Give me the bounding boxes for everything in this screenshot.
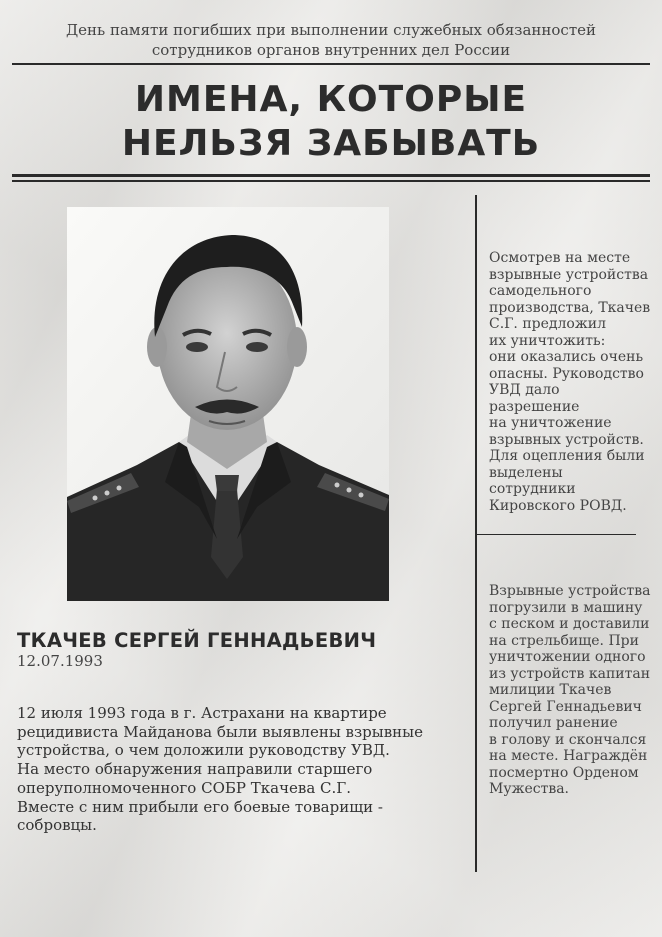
- story-line: На место обнаружения направили старшего: [17, 760, 373, 779]
- sidebar-line: сотрудники: [489, 481, 576, 497]
- sidebar-line: погрузили в машину: [489, 599, 643, 616]
- story-line: собровцы.: [17, 816, 97, 835]
- death-date: 12.07.1993: [17, 652, 103, 670]
- sidebar-line: взрывных устройств.: [489, 431, 644, 448]
- title-line-2: НЕЛЬЗЯ ЗАБЫВАТЬ: [121, 123, 541, 164]
- title-line-1: ИМЕНА, КОТОРЫЕ: [134, 79, 528, 120]
- sidebar-line: из устройств капитан: [489, 665, 651, 682]
- sidebar-line: Осмотрев на месте: [489, 250, 631, 266]
- story-line: оперуполномоченного СОБР Ткачева С.Г.: [17, 778, 351, 797]
- subtitle-line-2: сотрудников органов внутренних дел России: [151, 41, 511, 59]
- story-line: рецидивиста Майданова были выявлены взрывные: [17, 722, 423, 741]
- portrait-photo: [67, 207, 389, 601]
- sidebar-line: они оказались очень: [489, 349, 644, 365]
- sidebar-line: милиции Ткачев: [489, 682, 612, 698]
- sidebar-line: Кировского РОВД.: [489, 497, 627, 514]
- story-line: 12 июля 1993 года в г. Астрахани на квартире: [17, 704, 387, 722]
- sidebar-line: С.Г. предложил: [489, 316, 606, 332]
- sidebar-line: в голову и скончался: [489, 731, 647, 748]
- sidebar-line: Взрывные устройства: [489, 583, 651, 599]
- memorial-day-subtitle: [0, 20, 662, 60]
- top-divider: [12, 63, 650, 65]
- story-text: [17, 704, 427, 835]
- title-rule-thin: [12, 180, 650, 182]
- sidebar-line: опасны. Руководство: [489, 365, 644, 382]
- sidebar-block-2: [489, 583, 654, 798]
- page-title: [0, 78, 662, 166]
- sidebar-line: на месте. Награждён: [489, 748, 648, 764]
- sidebar-line: УВД дало разрешение: [489, 382, 580, 415]
- sidebar-divider: [476, 534, 636, 535]
- title-rule-thick: [12, 174, 650, 177]
- portrait-illustration: [67, 207, 389, 601]
- sidebar-line: взрывные устройства: [489, 266, 649, 283]
- story-line: Вместе с ним прибыли его боевые товарищи -: [17, 797, 383, 816]
- subtitle-line-1: День памяти погибших при выполнении служебных обязанностей: [65, 21, 597, 39]
- sidebar-line: с песком и доставили: [489, 616, 650, 632]
- sidebar-line: на уничтожение: [489, 415, 612, 431]
- sidebar-line: их уничтожить:: [489, 332, 606, 349]
- sidebar-line: уничтожении одного: [489, 649, 646, 665]
- person-name: ТКАЧЕВ СЕРГЕЙ ГЕННАДЬЕВИЧ: [17, 629, 377, 652]
- sidebar-line: Сергей Геннадьевич: [489, 698, 642, 715]
- sidebar-line: выделены: [489, 464, 563, 481]
- sidebar-line: Для оцепления были: [489, 448, 645, 464]
- sidebar-line: получил ранение: [489, 715, 618, 731]
- sidebar-line: самодельного: [489, 283, 592, 299]
- sidebar-line: посмертно Орденом: [489, 764, 639, 781]
- sidebar-line: Мужества.: [489, 781, 570, 797]
- sidebar-line: производства, Ткачев: [489, 299, 651, 316]
- story-line: устройства, о чем доложили руководству УВД.: [17, 741, 390, 760]
- sidebar-block-1: [489, 250, 654, 514]
- sidebar-line: на стрельбище. При: [489, 632, 639, 649]
